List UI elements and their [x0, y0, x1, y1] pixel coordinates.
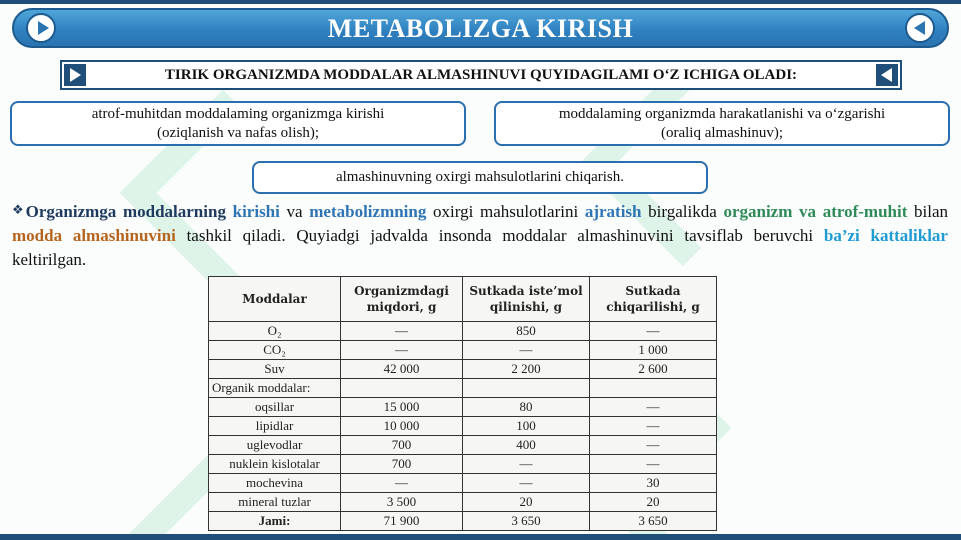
process-box-transformation-line1: moddalaming organizmda harakatlanishi va o‘zgarishi: [558, 106, 886, 122]
table-cell: 42 000: [341, 360, 463, 379]
para-seg: va: [279, 202, 310, 221]
table-cell: Organik moddalar:: [209, 379, 341, 398]
table-cell: 2 200: [462, 360, 589, 379]
table-cell: 3 650: [462, 512, 589, 531]
table-cell: —: [341, 474, 463, 493]
previous-slide-button[interactable]: [905, 13, 935, 43]
table-row: [209, 493, 717, 512]
table-header-cell: Moddalar: [209, 277, 341, 322]
table-cell: [589, 379, 716, 398]
table-cell: mochevina: [209, 474, 341, 493]
table-cell: —: [341, 341, 463, 360]
process-box-intake: [10, 101, 466, 146]
page-title: METABOLIZGA KIRISH: [327, 14, 634, 43]
process-box-intake-line2: (oziqlanish va nafas olish);: [156, 125, 320, 141]
table-cell: mineral tuzlar: [209, 493, 341, 512]
para-seg: oxirgi mahsulotlarini: [426, 202, 585, 221]
table-cell: 3 650: [589, 512, 716, 531]
table-cell: —: [589, 455, 716, 474]
para-seg: birgalikda: [641, 202, 724, 221]
next-slide-button[interactable]: [26, 13, 56, 43]
table-cell: 850: [462, 322, 589, 341]
bottom-edge-line: [0, 534, 961, 540]
subtitle-text: TIRIK ORGANIZMDA MODDALAR ALMASHINUVI QUYIDAGILAMI O‘Z ICHIGA OLADI:: [164, 67, 798, 83]
table-header-row: [209, 277, 717, 322]
table-cell: 15 000: [341, 398, 463, 417]
table-cell: CO₂: [209, 341, 341, 360]
metabolism-table: [208, 276, 717, 531]
table-cell: oqsillar: [209, 398, 341, 417]
para-seg: metabolizmning: [309, 202, 427, 221]
data-table: [208, 276, 717, 531]
arrow-left-icon: [881, 68, 892, 82]
table-cell: 10 000: [341, 417, 463, 436]
table-cell: 700: [341, 436, 463, 455]
table-cell: 20: [462, 493, 589, 512]
table-cell: 1 000: [589, 341, 716, 360]
table-row: [209, 322, 717, 341]
table-total-row: [209, 512, 717, 531]
arrow-right-icon: [70, 68, 81, 82]
para-seg: tashkil qiladi. Quyiadgi jadvalda insonda moddalar almashinuvini tavsiflab beruvchi: [175, 226, 824, 245]
table-cell: —: [462, 455, 589, 474]
table-cell: uglevodlar: [209, 436, 341, 455]
table-cell: 700: [341, 455, 463, 474]
table-cell: [462, 379, 589, 398]
para-seg: bilan: [907, 202, 949, 221]
bullet-diamond-icon: ❖: [12, 202, 24, 217]
process-box-excretion-text: almashinuvning oxirgi mahsulotlarini chiqarish.: [335, 169, 625, 185]
subtitle-right-cap: [876, 64, 898, 86]
table-cell: Suv: [209, 360, 341, 379]
table-cell: —: [589, 322, 716, 341]
table-cell: 71 900: [341, 512, 463, 531]
table-cell: 3 500: [341, 493, 463, 512]
description-paragraph: [12, 198, 948, 272]
subtitle-bar: [60, 60, 902, 90]
process-box-transformation: [494, 101, 950, 146]
table-header-cell: Organizmdagi miqdori, g: [341, 277, 463, 322]
table-cell: —: [589, 398, 716, 417]
play-left-icon: [914, 21, 925, 35]
play-right-icon: [38, 21, 49, 35]
process-box-transformation-line2: (oraliq almashinuv);: [660, 125, 784, 141]
para-seg: ajratish: [584, 202, 642, 221]
subtitle-left-cap: [64, 64, 86, 86]
table-cell: lipidlar: [209, 417, 341, 436]
table-cell: [341, 379, 463, 398]
table-cell: 30: [589, 474, 716, 493]
table-cell: —: [341, 322, 463, 341]
process-box-excretion: [252, 161, 708, 194]
table-cell: 20: [589, 493, 716, 512]
table-header-cell: Sutkada iste’mol qilinishi, g: [462, 277, 589, 322]
table-cell: Jami:: [209, 512, 341, 531]
table-row: [209, 417, 717, 436]
table-cell: 400: [462, 436, 589, 455]
process-box-intake-line1: atrof-muhitdan moddalaming organizmga kirishi: [91, 106, 385, 122]
para-seg: ba’zi kattaliklar: [823, 226, 948, 245]
table-row: [209, 360, 717, 379]
table-row: [209, 398, 717, 417]
table-cell: —: [589, 436, 716, 455]
top-edge-line: [0, 0, 961, 4]
table-header-cell: Sutkada chiqarilishi, g: [589, 277, 716, 322]
table-cell: —: [462, 474, 589, 493]
title-bar: [12, 8, 949, 48]
table-row: [209, 436, 717, 455]
table-cell: 100: [462, 417, 589, 436]
table-cell: nuklein kislotalar: [209, 455, 341, 474]
para-seg: keltirilgan.: [12, 250, 87, 269]
table-row: [209, 474, 717, 493]
table-cell: 80: [462, 398, 589, 417]
para-seg: organizm va atrof-muhit: [723, 202, 908, 221]
table-cell: 2 600: [589, 360, 716, 379]
table-cell: —: [462, 341, 589, 360]
table-row: [209, 379, 717, 398]
table-cell: O₂: [209, 322, 341, 341]
para-seg: Organizmga moddalarning: [25, 202, 226, 221]
para-seg: kirishi: [232, 202, 280, 221]
table-row: [209, 341, 717, 360]
para-seg: modda almashinuvini: [12, 226, 176, 245]
table-cell: —: [589, 417, 716, 436]
table-row: [209, 455, 717, 474]
